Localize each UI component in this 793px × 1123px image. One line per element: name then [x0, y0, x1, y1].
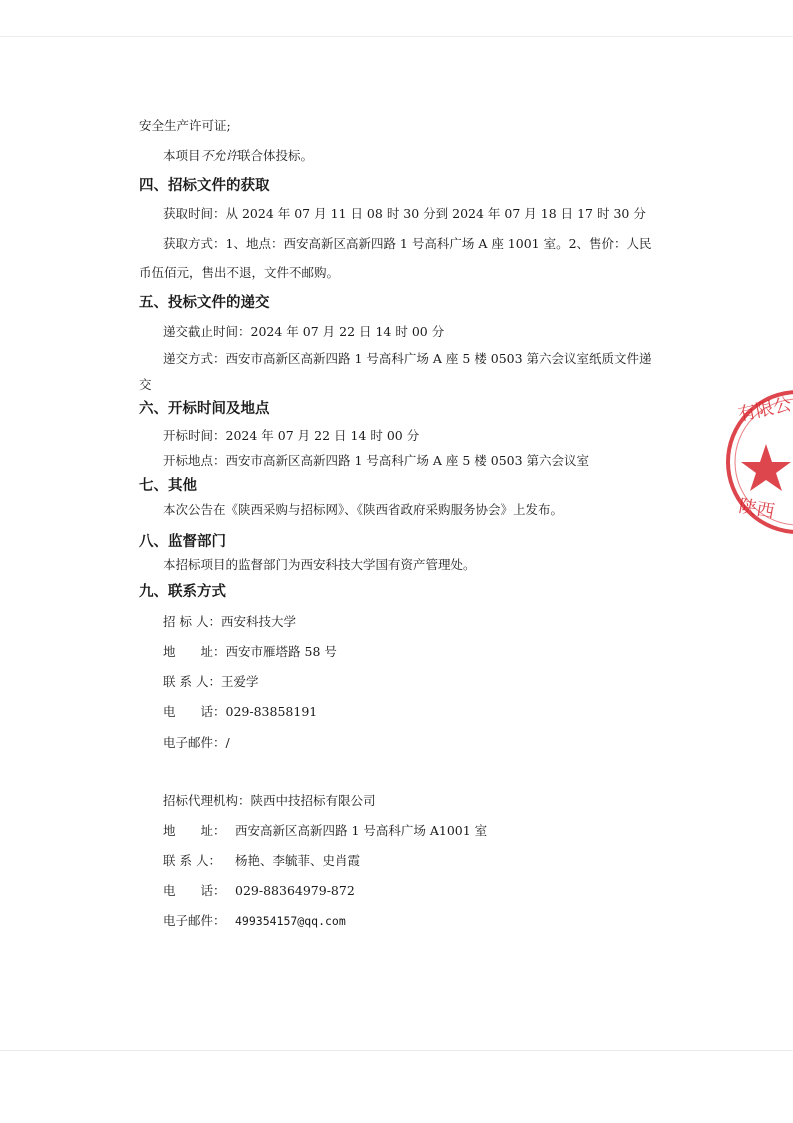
acquire-method-line1: 获取方式：1、地点：西安高新区高新四路 1 号高科广场 A 座 1001 室。2、售价：人民: [163, 236, 652, 251]
agency-email-row: [163, 913, 346, 929]
agency-email-label: 电子邮件：: [163, 913, 226, 928]
opening-place: 开标地点：西安市高新区高新四路 1 号高科广场 A 座 5 楼 0503 第六会议室: [163, 453, 590, 468]
submit-deadline: 递交截止时间：2024 年 07 月 22 日 14 时 00 分: [163, 324, 445, 339]
tenderer-addr: 西安市雁塔路 58 号: [225, 644, 337, 659]
tenderer-phone-label: 电 话：: [163, 704, 226, 719]
opening-time: 开标时间：2024 年 07 月 22 日 14 时 00 分: [163, 428, 420, 443]
section-4-title: 四、招标文件的获取: [139, 178, 270, 194]
scan-edge-top: [0, 36, 793, 37]
tenderer-addr-row: [163, 644, 337, 660]
section-5-title: 五、投标文件的递交: [139, 295, 270, 311]
tenderer-email-label: 电子邮件：: [163, 735, 226, 750]
consortium-suffix: 联合体投标。: [238, 148, 314, 163]
agency-contact: 杨艳、李毓菲、史肖霞: [235, 853, 361, 868]
submit-method-line2: 交: [139, 377, 152, 392]
section-8-title: 八、监督部门: [139, 534, 226, 550]
section-7-title: 七、其他: [139, 478, 197, 494]
tenderer-phone-row: [163, 704, 317, 720]
tenderer-name-label: 招 标 人：: [163, 614, 221, 629]
tenderer-email-row: [163, 735, 230, 751]
submit-method-line1: 递交方式：西安市高新区高新四路 1 号高科广场 A 座 5 楼 0503 第六会议室纸质文件递: [163, 351, 652, 366]
consortium-line: [163, 148, 313, 164]
agency-contact-row: [163, 853, 360, 869]
acquire-method-line2: 币伍佰元，售出不退，文件不邮购。: [139, 265, 340, 280]
consortium-prefix: 本项目: [163, 148, 201, 163]
agency-name-row: [163, 793, 376, 809]
tenderer-name-row: [163, 614, 296, 630]
supervision-note: 本招标项目的监督部门为西安科技大学国有资产管理处。: [163, 557, 476, 572]
agency-email: 499354157@qq.com: [235, 914, 346, 928]
agency-phone-label: 电 话：: [163, 883, 226, 898]
section-6-title: 六、开标时间及地点: [139, 401, 270, 417]
tenderer-addr-label: 地 址：: [163, 644, 226, 659]
agency-name: 陕西中技招标有限公司: [250, 793, 376, 808]
tenderer-contact-row: [163, 674, 258, 690]
consortium-emphasis: 不允许: [200, 148, 239, 163]
tenderer-phone: 029-83858191: [225, 704, 318, 719]
agency-addr-row: [163, 823, 487, 839]
seal-text-top: 有限公: [736, 393, 793, 426]
tenderer-contact: 王爱学: [220, 674, 259, 689]
agency-addr: 西安高新区高新四路 1 号高科广场 A1001 室: [235, 823, 488, 838]
acquire-time: 获取时间：从 2024 年 07 月 11 日 08 时 30 分到 2024 年 07 月 18 日 17 时 30 分: [163, 206, 646, 221]
tenderer-name: 西安科技大学: [220, 614, 296, 629]
publication-note: 本次公告在《陕西采购与招标网》、《陕西省政府采购服务协会》上发布。: [163, 502, 564, 517]
agency-phone-row: [163, 883, 355, 899]
tenderer-email: /: [225, 735, 230, 750]
agency-contact-label: 联 系 人：: [163, 853, 221, 868]
seal-text-bottom: 陕西: [736, 495, 777, 523]
agency-phone: 029-88364979-872: [235, 883, 355, 898]
section-9-title: 九、联系方式: [139, 584, 226, 600]
agency-addr-label: 地 址：: [163, 823, 226, 838]
company-seal: [722, 382, 793, 542]
tenderer-contact-label: 联 系 人：: [163, 674, 221, 689]
agency-name-label: 招标代理机构：: [163, 793, 251, 808]
permit-line: 安全生产许可证;: [139, 118, 231, 133]
seal-star-icon: [741, 444, 791, 491]
scan-edge-bottom: [0, 1050, 793, 1051]
